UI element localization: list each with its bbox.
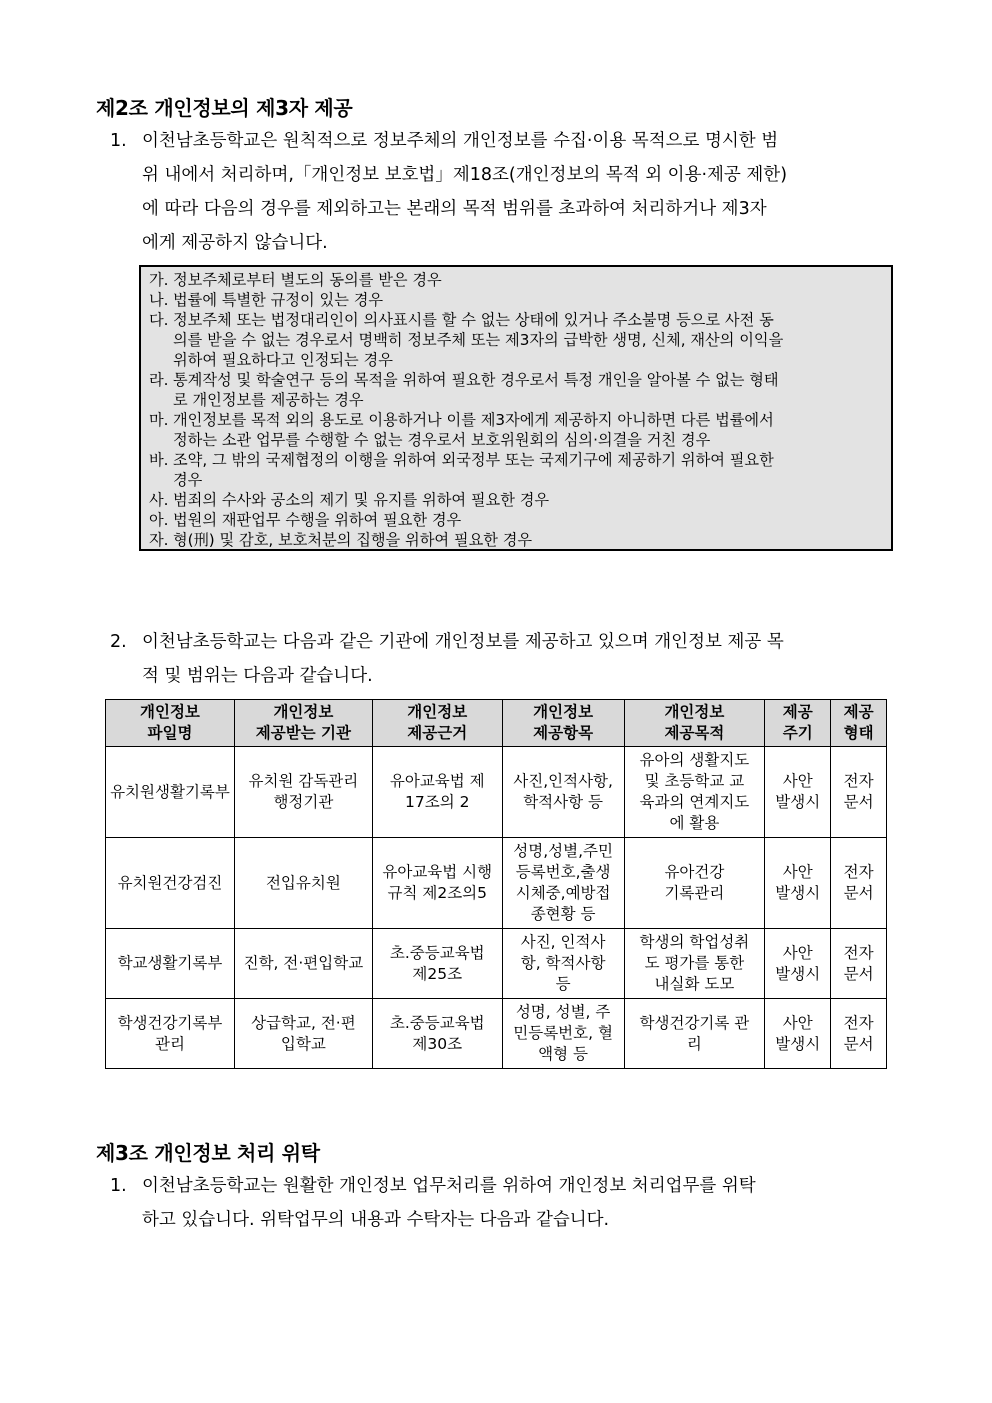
case-label: 나. <box>149 291 169 309</box>
cell-file-name: 학생건강기록부 관리 <box>106 999 235 1069</box>
table-header-row <box>106 700 887 747</box>
case-text: 법원의 재판업무 수행을 위하여 필요한 경우 <box>173 511 462 529</box>
header-legal-basis: 개인정보 제공근거 <box>372 700 502 747</box>
cell-frequency: 사안 발생시 <box>765 999 831 1069</box>
cell-items: 성명, 성별, 주 민등록번호, 혈 액형 등 <box>502 999 624 1069</box>
provision-table <box>105 699 887 1069</box>
item-text <box>142 625 898 693</box>
cell-recipient: 유치원 감독관리 행정기관 <box>234 747 372 838</box>
table-row <box>106 999 887 1069</box>
case-label: 바. <box>149 451 169 469</box>
header-frequency: 제공 주기 <box>765 700 831 747</box>
header-purpose: 개인정보 제공목적 <box>624 700 765 747</box>
case-text: 정보주체로부터 별도의 동의를 받은 경우 <box>173 271 442 289</box>
case-item <box>149 450 883 490</box>
cell-file-name: 학교생활기록부 <box>106 929 235 999</box>
cell-purpose: 유아건강 기록관리 <box>624 838 765 929</box>
case-item <box>149 310 883 370</box>
cell-purpose: 학생건강기록 관 리 <box>624 999 765 1069</box>
case-item <box>149 490 883 510</box>
case-text: 법률에 특별한 규정이 있는 경우 <box>173 291 384 309</box>
item-number: 2. <box>110 632 127 652</box>
case-text: 정하는 소관 업무를 수행할 수 없는 경우로서 보호위원회의 심의·의결을 거친 경우 <box>173 431 711 449</box>
text-line: 이천남초등학교는 다음과 같은 기관에 개인정보를 제공하고 있으며 개인정보 제공 목 <box>142 632 784 652</box>
case-text: 정보주체 또는 법정대리인이 의사표시를 할 수 없는 상태에 있거나 주소불명 등으로 사전 동 <box>173 311 774 329</box>
cell-items: 사진, 인적사 항, 학적사항 등 <box>502 929 624 999</box>
cell-file-name: 유치원건강검진 <box>106 838 235 929</box>
text-line: 에게 제공하지 않습니다. <box>142 233 328 253</box>
text-line: 위 내에서 처리하며,「개인정보 보호법」제18조(개인정보의 목적 외 이용·제공 제한) <box>142 165 788 185</box>
cell-frequency: 사안 발생시 <box>765 838 831 929</box>
case-label: 라. <box>149 371 169 389</box>
header-format: 제공 형태 <box>831 700 887 747</box>
header-items: 개인정보 제공항목 <box>502 700 624 747</box>
case-label: 사. <box>149 491 169 509</box>
case-item <box>149 410 883 450</box>
article3-item1 <box>110 1169 898 1237</box>
case-text: 개인정보를 목적 외의 용도로 이용하거나 이를 제3자에게 제공하지 아니하면 다른 법률에서 <box>173 411 774 429</box>
cell-format: 전자 문서 <box>831 999 887 1069</box>
case-text: 통계작성 및 학술연구 등의 목적을 위하여 필요한 경우로서 특정 개인을 알아볼 수 없는 형태 <box>173 371 779 389</box>
item-number: 1. <box>110 131 127 151</box>
case-label: 아. <box>149 511 169 529</box>
case-label: 다. <box>149 311 169 329</box>
article3-title: 제3조 개인정보 처리 위탁 <box>96 1141 320 1165</box>
text-line: 이천남초등학교는 원활한 개인정보 업무처리를 위하여 개인정보 처리업무를 위탁 <box>142 1176 756 1196</box>
table-row <box>106 838 887 929</box>
cell-frequency: 사안 발생시 <box>765 929 831 999</box>
cell-legal-basis: 유아교육법 제 17조의 2 <box>372 747 502 838</box>
cell-purpose: 유아의 생활지도 및 초등학교 교 육과의 연계지도 에 활용 <box>624 747 765 838</box>
cell-frequency: 사안 발생시 <box>765 747 831 838</box>
cell-recipient: 상급학교, 전·편 입학교 <box>234 999 372 1069</box>
case-item <box>149 370 883 410</box>
case-item <box>149 270 883 290</box>
item-number: 1. <box>110 1176 127 1196</box>
case-item <box>149 510 883 530</box>
item-text <box>142 1169 898 1237</box>
header-recipient: 개인정보 제공받는 기관 <box>234 700 372 747</box>
cell-file-name: 유치원생활기록부 <box>106 747 235 838</box>
item-text <box>142 124 898 260</box>
text-line: 하고 있습니다. 위탁업무의 내용과 수탁자는 다음과 같습니다. <box>142 1210 610 1230</box>
case-text: 로 개인정보를 제공하는 경우 <box>173 391 364 409</box>
cell-items: 사진,인적사항, 학적사항 등 <box>502 747 624 838</box>
case-label: 가. <box>149 271 169 289</box>
text-line: 이천남초등학교은 원칙적으로 정보주체의 개인정보를 수집·이용 목적으로 명시한 범 <box>142 131 779 151</box>
cell-legal-basis: 유아교육법 시행 규칙 제2조의5 <box>372 838 502 929</box>
cell-format: 전자 문서 <box>831 838 887 929</box>
case-text: 위하여 필요하다고 인정되는 경우 <box>173 351 393 369</box>
table-row <box>106 929 887 999</box>
header-file-name: 개인정보 파일명 <box>106 700 235 747</box>
case-text: 조약, 그 밖의 국제협정의 이행을 위하여 외국정부 또는 국제기구에 제공하기 위하여 필요한 <box>173 451 774 469</box>
cell-format: 전자 문서 <box>831 747 887 838</box>
article2-item2 <box>110 625 898 693</box>
cell-recipient: 전입유치원 <box>234 838 372 929</box>
case-text: 형(刑) 및 감호, 보호처분의 집행을 위하여 필요한 경우 <box>173 531 533 549</box>
case-text: 의를 받을 수 없는 경우로서 명백히 정보주체 또는 제3자의 급박한 생명, 신체, 재산의 이익을 <box>173 331 784 349</box>
text-line: 적 및 범위는 다음과 같습니다. <box>142 666 373 686</box>
cell-recipient: 진학, 전·편입학교 <box>234 929 372 999</box>
case-item <box>149 530 883 550</box>
exception-cases-box <box>139 265 893 551</box>
case-label: 마. <box>149 411 169 429</box>
case-label: 자. <box>149 531 169 549</box>
case-text: 경우 <box>173 471 203 489</box>
article2-item1 <box>110 124 898 260</box>
article2-title: 제2조 개인정보의 제3자 제공 <box>96 96 353 120</box>
cell-items: 성명,성별,주민 등록번호,출생 시체중,예방접 종현황 등 <box>502 838 624 929</box>
case-item <box>149 290 883 310</box>
text-line: 에 따라 다음의 경우를 제외하고는 본래의 목적 범위를 초과하여 처리하거나 제3자 <box>142 199 767 219</box>
table-row <box>106 747 887 838</box>
cell-legal-basis: 초.중등교육법 제25조 <box>372 929 502 999</box>
case-text: 범죄의 수사와 공소의 제기 및 유지를 위하여 필요한 경우 <box>173 491 550 509</box>
cell-purpose: 학생의 학업성취 도 평가를 통한 내실화 도모 <box>624 929 765 999</box>
cell-legal-basis: 초.중등교육법 제30조 <box>372 999 502 1069</box>
cell-format: 전자 문서 <box>831 929 887 999</box>
